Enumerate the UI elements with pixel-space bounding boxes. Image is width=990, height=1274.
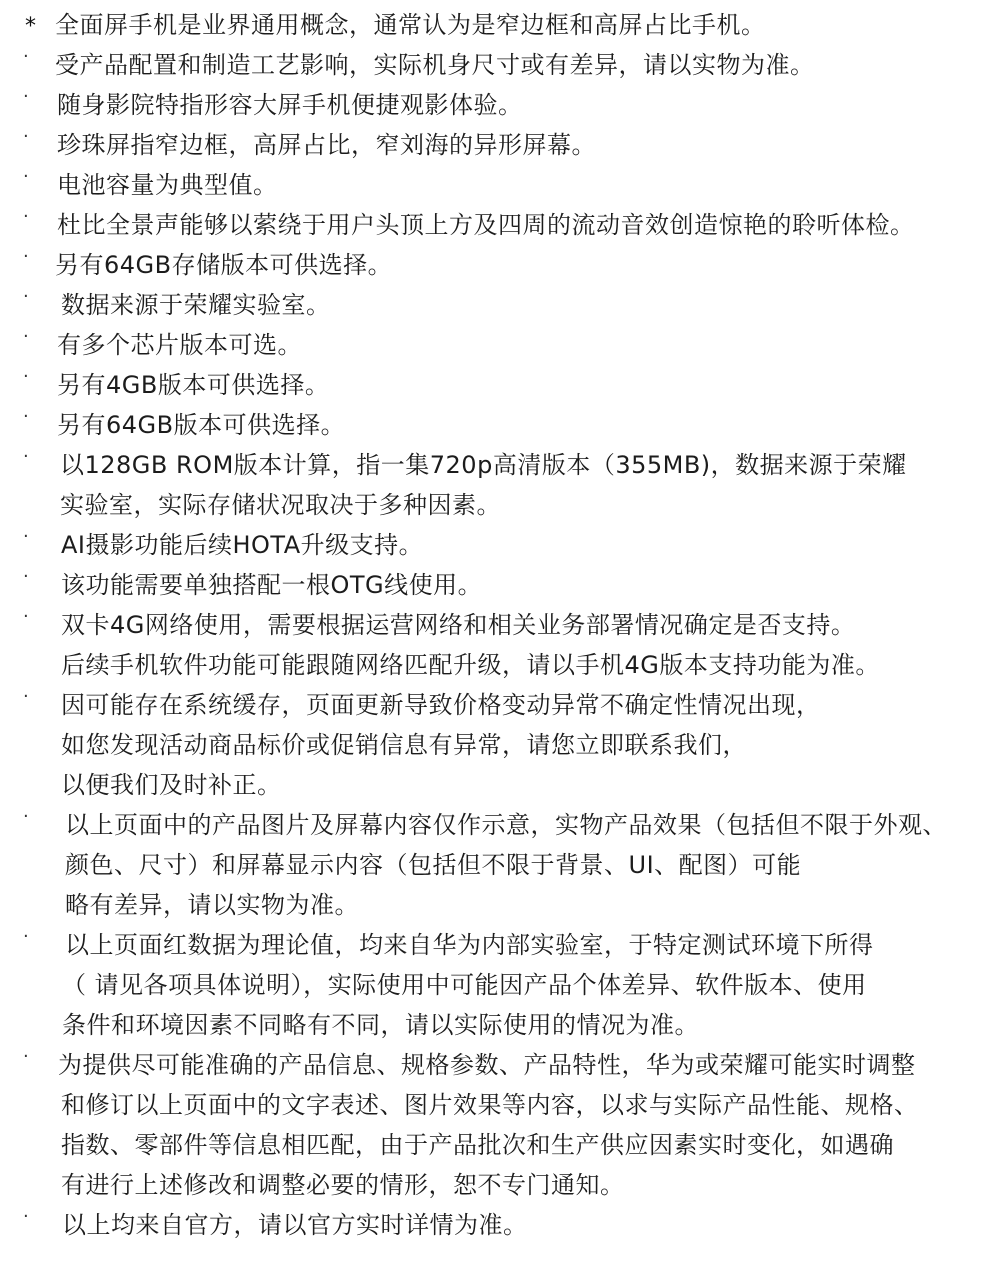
disclaimer-item [0,405,990,445]
disclaimer-item [0,565,990,605]
disclaimer-line: 珍珠屏指窄边框，高屏占比，窄刘海的异形屏幕。 [57,131,596,159]
disclaimer-line: 以上页面红数据为理论值，均来自华为内部实验室，于特定测试环境下所得 [65,931,874,959]
disclaimer-line: 以上页面中的产品图片及屏幕内容仅作示意，实物产品效果（包括但不限于外观、 [65,811,947,839]
disclaimer-line: 全面屏手机是业界通用概念，通常认为是窄边框和高屏占比手机。 [55,11,766,39]
bullet-marker: * [25,14,36,39]
disclaimer-item [0,925,990,1045]
disclaimer-line: 因可能存在系统缓存，页面更新导致价格变动异常不确定性情况出现， [61,691,821,719]
disclaimer-item [0,85,990,125]
bullet-marker: · [23,446,29,467]
bullet-marker: · [23,526,29,547]
bullet-marker: · [23,606,29,627]
disclaimer-item [0,445,990,525]
bullet-marker: · [23,366,29,387]
disclaimer-line: 数据来源于荣耀实验室。 [61,291,331,319]
bullet-marker: · [23,1206,29,1227]
disclaimer-item [0,165,990,205]
bullet-marker: · [23,46,29,67]
disclaimer-line: 和修订以上页面中的文字表述、图片效果等内容，以求与实际产品性能、规格、 [61,1091,919,1119]
disclaimer-line: 另有4GB版本可供选择。 [57,371,330,399]
disclaimer-line: 电池容量为典型值。 [57,171,278,199]
disclaimer-item [0,605,990,685]
disclaimer-line: 略有差异，请以实物为准。 [65,891,359,919]
disclaimer-list [0,5,990,1245]
disclaimer-item [0,5,990,45]
disclaimer-item [0,805,990,925]
bullet-marker: · [23,1046,29,1067]
disclaimer-item [0,45,990,85]
disclaimer-item [0,1205,990,1245]
disclaimer-line: （ 请见各项具体说明），实际使用中可能因产品个体差异、软件版本、使用 [62,971,867,999]
bullet-marker: · [23,686,29,707]
disclaimer-item [0,365,990,405]
bullet-marker: · [23,926,29,947]
disclaimer-line: AI摄影功能后续HOTA升级支持。 [61,531,424,559]
bullet-marker: · [23,406,29,427]
disclaimer-line: 随身影院特指形容大屏手机便捷观影体验。 [57,91,523,119]
disclaimer-item [0,245,990,285]
disclaimer-line: 条件和环境因素不同略有不同，请以实际使用的情况为准。 [62,1011,699,1039]
bullet-marker: · [23,286,29,307]
disclaimer-item [0,205,990,245]
disclaimer-item [0,685,990,805]
disclaimer-line: 如您发现活动商品标价或促销信息有异常，请您立即联系我们， [61,731,747,759]
bullet-marker: · [23,326,29,347]
disclaimer-line: 以128GB ROM版本计算，指一集720p高清版本（355MB)，数据来源于荣耀 [60,451,907,479]
disclaimer-line: 为提供尽可能准确的产品信息、规格参数、产品特性，华为或荣耀可能实时调整 [58,1051,916,1079]
disclaimer-item [0,525,990,565]
disclaimer-item [0,1045,990,1205]
bullet-marker: · [23,566,29,587]
disclaimer-line: 另有64GB存储版本可供选择。 [55,251,393,279]
disclaimer-line: 有多个芯片版本可选。 [57,331,302,359]
disclaimer-line: 另有64GB版本可供选择。 [57,411,346,439]
bullet-marker: · [23,246,29,267]
disclaimer-item [0,125,990,165]
bullet-marker: · [23,806,29,827]
disclaimer-line: 双卡4G网络使用，需要根据运营网络和相关业务部署情况确定是否支持。 [61,611,856,639]
disclaimer-line: 实验室，实际存储状况取决于多种因素。 [60,491,501,519]
disclaimer-line: 受产品配置和制造工艺影响，实际机身尺寸或有差异，请以实物为准。 [55,51,815,79]
bullet-marker: · [23,206,29,227]
disclaimer-line: 以上均来自官方，请以官方实时详情为准。 [62,1211,528,1239]
disclaimer-item [0,285,990,325]
bullet-marker: · [23,166,29,187]
disclaimer-line: 颜色、尺寸）和屏幕显示内容（包括但不限于背景、UI、配图）可能 [65,851,802,879]
disclaimer-item [0,325,990,365]
bullet-marker: · [23,126,29,147]
disclaimer-line: 以便我们及时补正。 [61,771,282,799]
disclaimer-line: 有进行上述修改和调整必要的情形，恕不专门通知。 [61,1171,625,1199]
disclaimer-line: 该功能需要单独搭配一根OTG线使用。 [61,571,483,599]
bullet-marker: · [23,86,29,107]
disclaimer-line: 指数、零部件等信息相匹配，由于产品批次和生产供应因素实时变化，如遇确 [61,1131,894,1159]
disclaimer-line: 后续手机软件功能可能跟随网络匹配升级，请以手机4G版本支持功能为准。 [61,651,880,679]
disclaimer-line: 杜比全景声能够以萦绕于用户头顶上方及四周的流动音效创造惊艳的聆听体检。 [57,211,915,239]
